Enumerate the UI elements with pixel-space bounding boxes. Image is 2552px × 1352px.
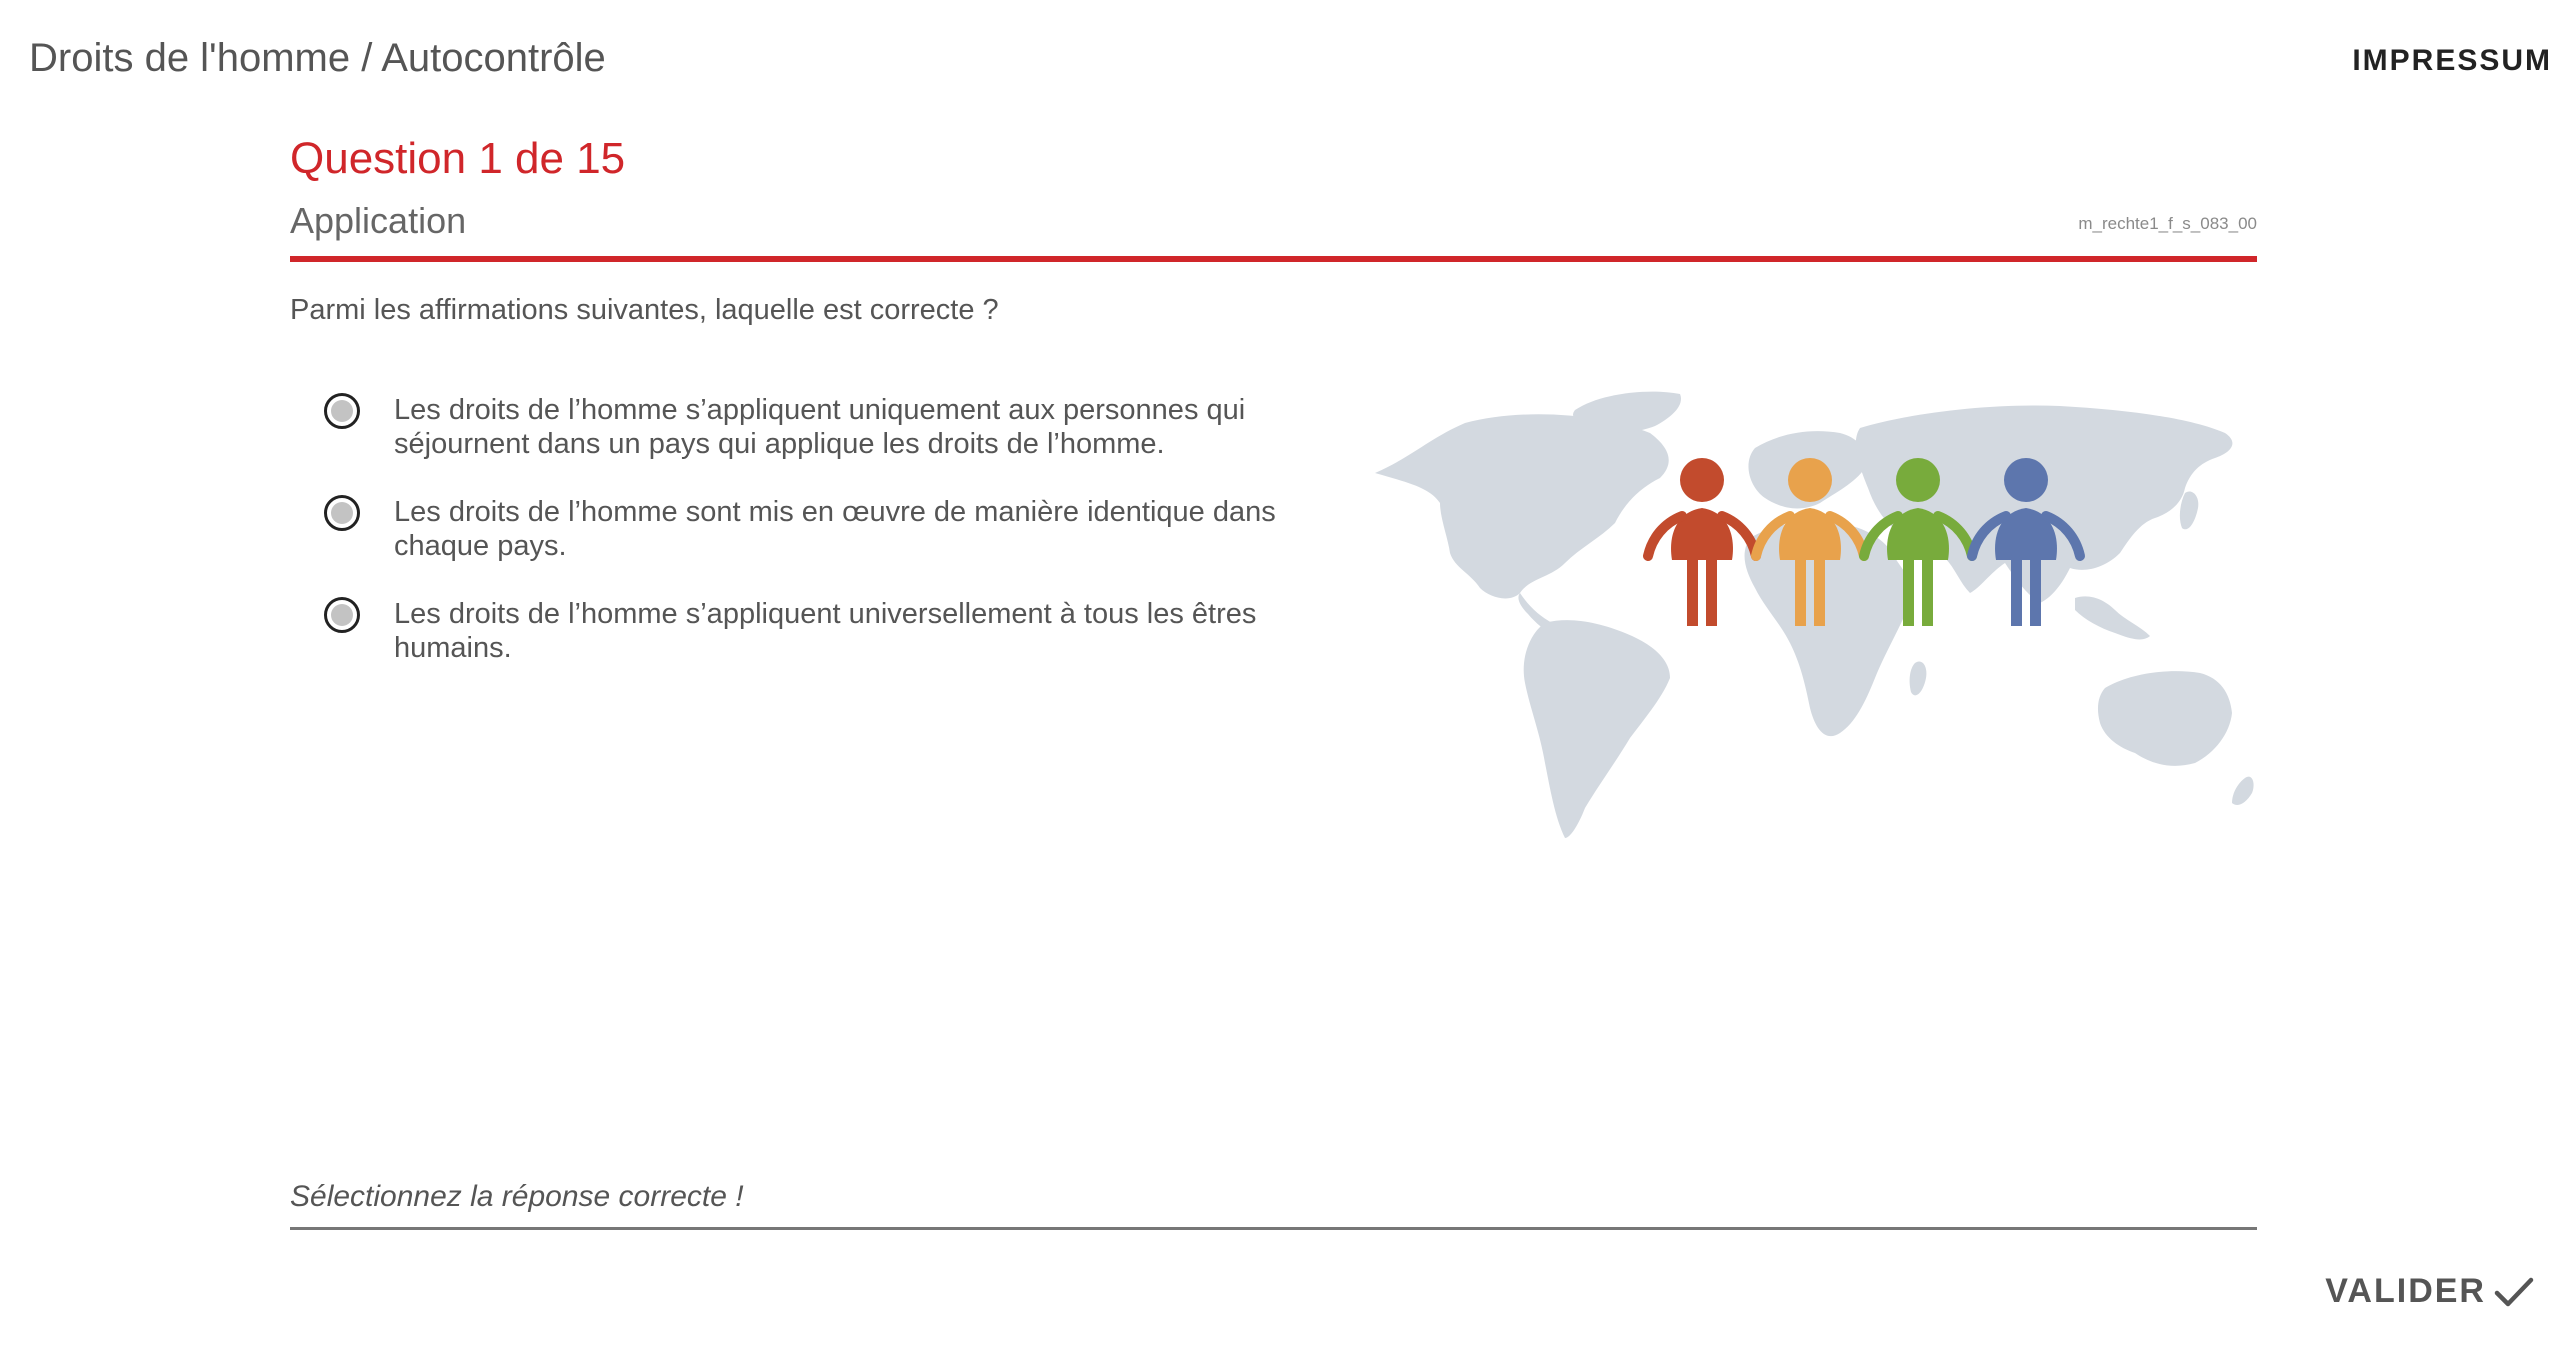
answer-option-1[interactable]: [324, 393, 1324, 465]
southeast-asia-shape: [2075, 596, 2150, 639]
validate-label[interactable]: VALIDER: [2325, 1272, 2486, 1310]
south-america-shape: [1524, 620, 1670, 838]
world-map-people-illustration: [1370, 388, 2255, 838]
madagascar-shape: [1910, 661, 1927, 695]
question-prompt: Parmi les affirmations suivantes, laquelle est correcte ?: [290, 294, 999, 326]
answer-option-2[interactable]: [324, 495, 1324, 567]
footer-divider: [290, 1227, 2257, 1230]
validate-button[interactable]: [2325, 1272, 2534, 1311]
radio-button-2[interactable]: [324, 495, 360, 531]
australia-shape: [2098, 671, 2232, 766]
new-zealand-shape: [2232, 777, 2254, 805]
answer-option-label[interactable]: Les droits de l’homme s’appliquent uniquement aux personnes qui séjournent dans un pays qui applique les droits de l’homme.: [394, 394, 1246, 460]
instruction-text: Sélectionnez la réponse correcte !: [290, 1180, 744, 1213]
radio-dot: [331, 502, 353, 524]
answer-option-label[interactable]: Les droits de l’homme sont mis en œuvre de manière identique dans chaque pays.: [394, 496, 1276, 562]
question-id: m_rechte1_f_s_083_00: [2078, 214, 2257, 233]
north-america-shape: [1375, 414, 1669, 598]
japan-shape: [2180, 491, 2198, 529]
radio-dot: [331, 400, 353, 422]
check-icon[interactable]: [2494, 1276, 2534, 1308]
answer-options: [324, 393, 1324, 699]
answer-option-label[interactable]: Les droits de l’homme s’appliquent universellement à tous les êtres humains.: [394, 598, 1257, 664]
person-figure-icon: [1648, 458, 1756, 626]
greenland-shape: [1573, 392, 1681, 433]
radio-button-3[interactable]: [324, 597, 360, 633]
radio-button-1[interactable]: [324, 393, 360, 429]
app-title: Droits de l'homme / Autocontrôle: [29, 36, 606, 80]
section-title: Application: [290, 200, 467, 241]
question-number: Question 1 de 15: [290, 134, 626, 183]
answer-option-3[interactable]: [324, 597, 1324, 669]
radio-dot: [331, 604, 353, 626]
impressum-link[interactable]: IMPRESSUM: [2352, 44, 2552, 77]
header-divider: [290, 256, 2257, 262]
